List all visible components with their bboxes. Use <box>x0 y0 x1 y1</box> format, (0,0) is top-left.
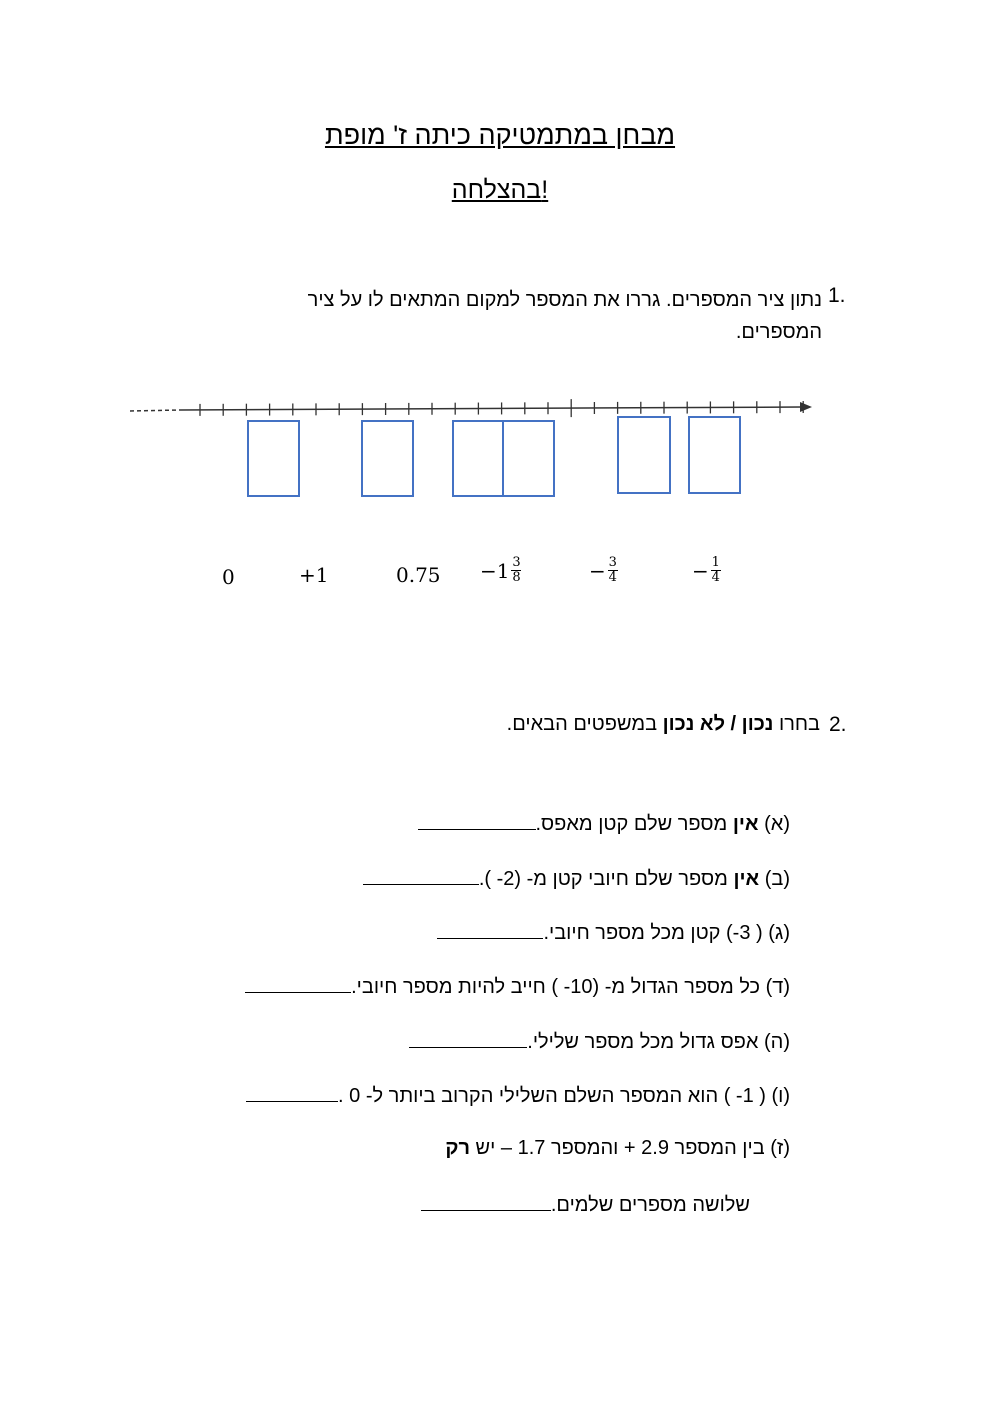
drop-box-6[interactable] <box>688 416 741 494</box>
chip-plus-one[interactable]: +1 <box>299 563 329 587</box>
statement-d: (ד) כל מספר הגדול מ- (10- ) חייב להיות מספר חיובי. <box>245 974 790 999</box>
statement-f: (ו) ( 1- ) הוא המספר השלם השלילי הקרוב ביותר ל- 0 . <box>246 1083 790 1108</box>
drop-box-3[interactable] <box>452 420 504 497</box>
page-title: מבחן במתמטיקה כיתה ז' מופת <box>324 120 676 150</box>
statement-c: (ג) ( 3-) קטן מכל מספר חיובי. <box>437 920 790 945</box>
question-2-number: 2. <box>829 713 847 736</box>
number-line-arrow-icon <box>800 402 812 412</box>
chip-minus-three-quarters[interactable]: − $\frac{3}{4}$ <box>589 555 617 585</box>
chip-minus-one-three-eighths[interactable]: −1 $\frac{3}{8}$ <box>480 555 521 585</box>
answer-blank-g[interactable] <box>421 1192 551 1211</box>
drop-box-5[interactable] <box>617 416 671 494</box>
drop-box-4[interactable] <box>502 420 555 497</box>
answer-blank-a[interactable] <box>418 811 536 830</box>
drop-box-2[interactable] <box>361 420 414 497</box>
answer-blank-f[interactable] <box>246 1083 338 1102</box>
statement-g-continued: שלושה מספרים שלמים. <box>421 1192 750 1217</box>
number-line-axis <box>180 407 802 410</box>
question-1-text: נתון ציר המספרים. גררו את המספר למקום המתאים לו על ציר המספרים. <box>307 289 822 343</box>
chip-zero-point-seventy-five[interactable]: 0.75 <box>396 563 441 587</box>
statement-a: (א) אין מספר שלם קטן מאפס. <box>418 811 791 836</box>
answer-blank-d[interactable] <box>245 974 351 993</box>
answer-blank-c[interactable] <box>437 920 543 939</box>
question-2-intro: בחרו נכון / לא נכון במשפטים הבאים. <box>506 713 820 735</box>
statement-g: (ז) בין המספר 2.9 + והמספר 1.7 – יש רק <box>445 1137 790 1159</box>
chip-minus-one-quarter[interactable]: − $\frac{1}{4}$ <box>692 555 720 585</box>
answer-blank-b[interactable] <box>363 866 479 885</box>
chip-zero[interactable]: 0 <box>222 565 235 589</box>
drop-box-1[interactable] <box>247 420 300 497</box>
question-1-number: 1. <box>828 284 846 307</box>
statement-b: (ב) אין מספר שלם חיובי קטן מ- (2- ). <box>363 866 790 891</box>
answer-blank-e[interactable] <box>409 1029 527 1048</box>
page-subtitle: בהצלחה! <box>451 176 549 204</box>
number-line-dashed-start <box>130 410 180 411</box>
statement-e: (ה) אפס גדול מכל מספר שלילי. <box>409 1029 790 1054</box>
